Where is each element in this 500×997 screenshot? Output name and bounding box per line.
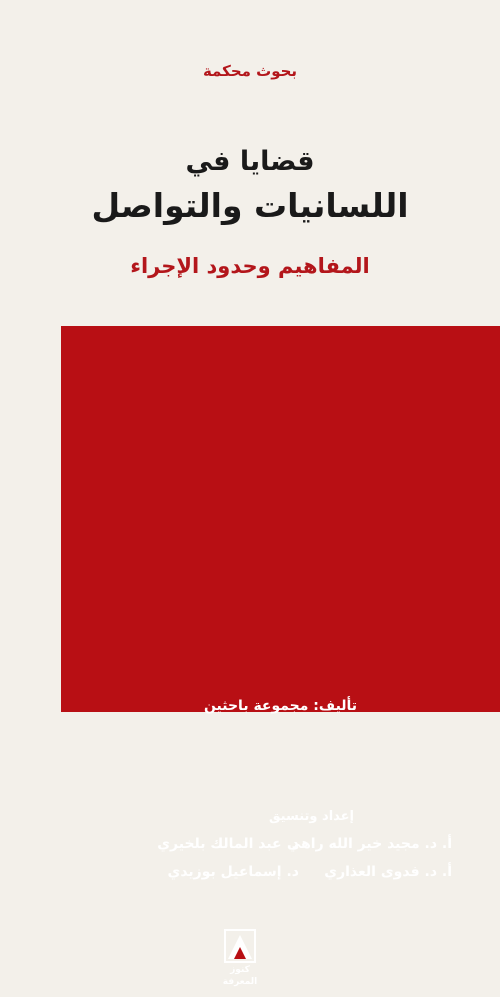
publisher-logo-icon [224, 929, 256, 963]
publisher-logo [224, 929, 256, 997]
coordinator-name: أ. د. فدوى العذاري [324, 864, 452, 880]
book-subtitle: المفاهيم وحدود الإجراء [130, 254, 370, 278]
authorship-line: تأليف: مجموعة باحثين [203, 698, 358, 714]
series-label: بحوث محكمة [202, 62, 298, 80]
publisher-name-line-2: المعرفة [222, 977, 258, 987]
book-title-line-2: اللسانيات والتواصل [91, 186, 409, 225]
coordination-label: إعداد وتنسيق [268, 809, 354, 824]
book-title-line-1: قضايا في [185, 146, 315, 177]
red-panel [61, 326, 500, 987]
coordinator-name: د. عبد المالك بلخيري [157, 836, 299, 852]
publisher-name-line-1: كنوز [230, 965, 250, 975]
coordinator-name: د. إسماعيل بوزيدي [167, 864, 299, 880]
coordinator-name: أ. د. مجيد خير الله راهي [286, 836, 452, 852]
